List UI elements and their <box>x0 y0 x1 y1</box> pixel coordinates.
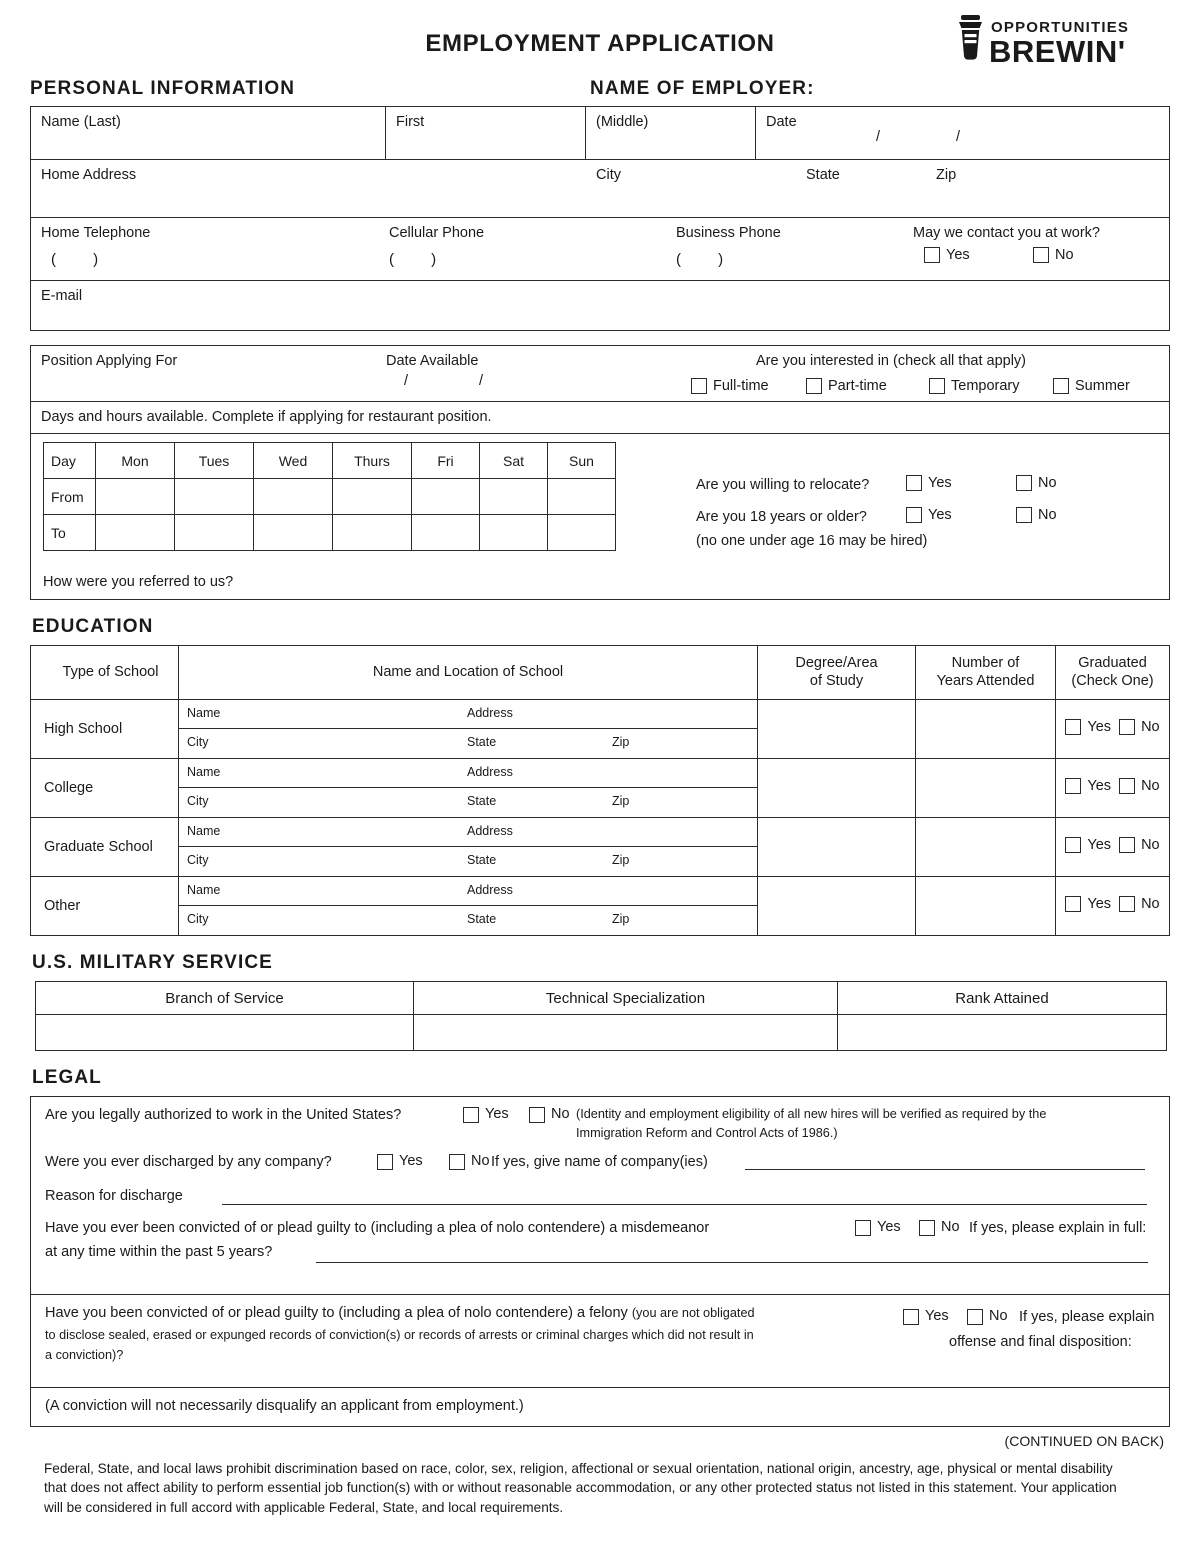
logo-line2-text: BREWIN' <box>989 34 1126 68</box>
education-namelocation-high-school[interactable] <box>179 700 758 759</box>
hs-name-address-line[interactable] <box>179 700 757 729</box>
other-grad-yes-option[interactable] <box>1065 896 1111 912</box>
college-zip-label: Zip <box>612 794 630 808</box>
legal-question-1-row <box>31 1097 1169 1149</box>
legal-q5-line1a: Have you been convicted of or plead guilty to (including a plea of nolo contendere) a felony <box>45 1305 632 1321</box>
date-slash-1: / <box>876 129 881 145</box>
label-email: E-mail <box>41 288 83 304</box>
age-no-checkbox[interactable] <box>1016 507 1032 523</box>
legal-q2-text: Were you ever discharged by any company? <box>45 1154 332 1170</box>
grid-cell-from-mon[interactable] <box>96 479 175 515</box>
available-slash-2: / <box>479 373 484 389</box>
temporary-label: Temporary <box>951 378 1020 394</box>
grad-name-address-line[interactable] <box>179 818 757 847</box>
education-namelocation-other[interactable] <box>179 877 758 936</box>
interest-option-summer[interactable] <box>1053 378 1130 394</box>
temporary-checkbox[interactable] <box>929 378 945 394</box>
q5-no-checkbox[interactable] <box>967 1309 983 1325</box>
summer-checkbox[interactable] <box>1053 378 1069 394</box>
grad-grad-yes-option[interactable] <box>1065 837 1111 853</box>
college-state-label: State <box>467 794 497 808</box>
legal-question-4-row <box>31 1217 1169 1295</box>
legal-q5-line2: to disclose sealed, erased or expunged records of conviction(s) or records of arrests or criminal charges which did not result in <box>45 1327 754 1342</box>
label-name-last: Name (Last) <box>41 114 121 130</box>
q1-no-checkbox[interactable] <box>529 1107 545 1123</box>
other-grad-no-option[interactable] <box>1119 896 1160 912</box>
personal-section-headers <box>30 78 1170 106</box>
legal-q5-tail-line1: If yes, please explain <box>1019 1309 1155 1325</box>
grad-grad-yes-checkbox[interactable] <box>1065 837 1081 853</box>
age-yes-option[interactable] <box>906 507 952 523</box>
q1-yes-checkbox[interactable] <box>463 1107 479 1123</box>
grad-state-label: State <box>467 853 497 867</box>
legal-conviction-note-row <box>31 1388 1169 1426</box>
legal-q1-note-line1: (Identity and employment eligibility of all new hires will be verified as required by the <box>576 1107 1047 1121</box>
personal-information-box <box>30 106 1170 331</box>
label-days-hours-note: Days and hours available. Complete if applying for restaurant position. <box>41 409 492 425</box>
opportunities-brewin-logo <box>955 12 1165 68</box>
section-title-legal: LEGAL <box>32 1067 102 1088</box>
college-city-state-zip-line[interactable] <box>179 788 757 817</box>
interest-option-full-time[interactable] <box>691 378 769 394</box>
date-slash-2: / <box>956 129 961 145</box>
education-graduated-graduate-school[interactable] <box>1056 818 1170 877</box>
q4-yes-option[interactable] <box>855 1218 901 1238</box>
legal-q3-text: Reason for discharge <box>45 1188 183 1204</box>
hs-zip-label: Zip <box>612 735 630 749</box>
relocate-yes-checkbox[interactable] <box>906 475 922 491</box>
grid-cell-to-mon[interactable] <box>96 515 175 551</box>
business-phone-parens: ( ) <box>676 251 725 268</box>
education-col-years-l2: Years Attended <box>936 672 1035 689</box>
grad-address-label: Address <box>467 824 513 838</box>
college-grad-yes-label: Yes <box>1087 778 1112 794</box>
education-header-row <box>31 646 1170 700</box>
education-degree-college[interactable] <box>758 759 916 818</box>
relocate-yes-label: Yes <box>928 475 952 491</box>
education-col-degree-l1: Degree/Area <box>795 655 878 672</box>
relocate-no-option[interactable] <box>1016 475 1057 491</box>
other-grad-yes-checkbox[interactable] <box>1065 896 1081 912</box>
continued-on-back: (CONTINUED ON BACK) <box>1004 1433 1164 1449</box>
education-namelocation-graduate-school[interactable] <box>179 818 758 877</box>
other-name-address-line[interactable] <box>179 877 757 906</box>
label-contact-at-work: May we contact you at work? <box>913 225 1100 241</box>
grid-row-label-to: To <box>44 515 96 551</box>
hs-grad-yes-option[interactable] <box>1065 719 1111 735</box>
full-time-checkbox[interactable] <box>691 378 707 394</box>
q5-no-label: No <box>989 1308 1008 1324</box>
label-city: City <box>596 167 621 183</box>
education-row-graduate-school <box>31 818 1170 877</box>
age-yes-checkbox[interactable] <box>906 507 922 523</box>
other-city-state-zip-line[interactable] <box>179 906 757 935</box>
q4-no-checkbox[interactable] <box>919 1220 935 1236</box>
interest-option-temporary[interactable] <box>929 378 1020 394</box>
grad-city-state-zip-line[interactable] <box>179 847 757 876</box>
interest-option-part-time[interactable] <box>806 378 887 394</box>
college-grad-yes-checkbox[interactable] <box>1065 778 1081 794</box>
available-slash-1: / <box>404 373 409 389</box>
q2-yes-option[interactable] <box>377 1152 423 1172</box>
education-row-other <box>31 877 1170 936</box>
legal-box <box>30 1096 1170 1427</box>
hs-grad-yes-label: Yes <box>1087 719 1112 735</box>
legal-question-5-row <box>31 1295 1169 1388</box>
grad-city-label: City <box>187 853 209 867</box>
label-age-question: Are you 18 years or older? <box>696 509 867 525</box>
legal-q5-line1b: (you are not obligated <box>631 1306 755 1320</box>
other-grad-no-checkbox[interactable] <box>1119 896 1135 912</box>
other-address-label: Address <box>467 883 513 897</box>
q5-yes-checkbox[interactable] <box>903 1309 919 1325</box>
grid-header-sat: Sat <box>480 443 548 479</box>
military-branch-input[interactable] <box>36 1015 414 1051</box>
label-relocate-question: Are you willing to relocate? <box>696 477 870 493</box>
grid-cell-from-wed[interactable] <box>254 479 333 515</box>
label-home-telephone: Home Telephone <box>41 225 151 241</box>
education-graduated-college[interactable] <box>1056 759 1170 818</box>
legal-q5-tail-line2: offense and final disposition: <box>949 1334 1132 1350</box>
grad-name-label: Name <box>187 824 221 838</box>
legal-q4-line2: at any time within the past 5 years? <box>45 1243 273 1260</box>
grid-header-day: Day <box>44 443 96 479</box>
grad-grad-no-checkbox[interactable] <box>1119 837 1135 853</box>
grid-cell-from-sun[interactable] <box>548 479 616 515</box>
legal-q1-note-line2: Immigration Reform and Control Acts of 1986.) <box>576 1126 838 1140</box>
label-business-phone: Business Phone <box>676 225 781 241</box>
other-grad-no-label: No <box>1141 896 1160 912</box>
label-middle-name: (Middle) <box>596 114 649 130</box>
page-title: EMPLOYMENT APPLICATION <box>425 30 775 57</box>
grid-cell-from-fri[interactable] <box>412 479 480 515</box>
grid-header-mon: Mon <box>96 443 175 479</box>
grad-zip-label: Zip <box>612 853 630 867</box>
legal-question-2-row <box>31 1149 1169 1185</box>
education-years-graduate-school[interactable] <box>916 818 1056 877</box>
relocate-no-checkbox[interactable] <box>1016 475 1032 491</box>
age-no-label: No <box>1038 507 1057 523</box>
grid-header-fri: Fri <box>412 443 480 479</box>
q4-no-option[interactable] <box>919 1218 960 1238</box>
military-col-branch: Branch of Service <box>36 982 414 1015</box>
grid-row-label-from: From <box>44 479 96 515</box>
education-col-type: Type of School <box>31 646 179 700</box>
other-grad-yes-label: Yes <box>1087 896 1112 912</box>
college-grad-no-checkbox[interactable] <box>1119 778 1135 794</box>
q2-yes-checkbox[interactable] <box>377 1154 393 1170</box>
education-type-high-school: High School <box>31 700 179 759</box>
section-title-military: U.S. MILITARY SERVICE <box>32 952 273 973</box>
q5-yes-option[interactable] <box>903 1307 949 1327</box>
grid-cell-to-sun[interactable] <box>548 515 616 551</box>
grad-grad-yes-label: Yes <box>1087 837 1112 853</box>
education-col-name-location: Name and Location of School <box>179 646 758 700</box>
college-city-label: City <box>187 794 209 808</box>
label-state: State <box>806 167 840 183</box>
grid-cell-to-wed[interactable] <box>254 515 333 551</box>
label-zip: Zip <box>936 167 957 183</box>
legal-q1-text: Are you legally authorized to work in the United States? <box>45 1107 402 1123</box>
education-degree-high-school[interactable] <box>758 700 916 759</box>
military-col-specialization: Technical Specialization <box>414 982 838 1015</box>
military-header-row <box>36 982 1167 1015</box>
section-title-education: EDUCATION <box>32 616 154 637</box>
q4-explain-input-line-2[interactable] <box>31 1279 1166 1291</box>
education-col-grad-l1: Graduated <box>1078 655 1147 672</box>
other-zip-label: Zip <box>612 912 630 926</box>
college-grad-no-label: No <box>1141 778 1160 794</box>
education-row-high-school <box>31 700 1170 759</box>
section-title-personal: PERSONAL INFORMATION <box>30 78 296 99</box>
q2-no-checkbox[interactable] <box>449 1154 465 1170</box>
q2-company-input-line[interactable] <box>745 1152 1145 1170</box>
grid-cell-from-tues[interactable] <box>175 479 254 515</box>
hs-address-label: Address <box>467 706 513 720</box>
age-yes-label: Yes <box>928 507 952 523</box>
education-col-degree-l2: of Study <box>809 672 864 689</box>
education-col-graduated <box>1056 646 1170 700</box>
label-age-note: (no one under age 16 may be hired) <box>696 533 928 549</box>
grid-cell-to-fri[interactable] <box>412 515 480 551</box>
q4-explain-input-line-1[interactable] <box>316 1245 1148 1263</box>
college-grad-no-option[interactable] <box>1119 778 1160 794</box>
grid-cell-to-thurs[interactable] <box>333 515 412 551</box>
college-grad-yes-option[interactable] <box>1065 778 1111 794</box>
legal-conviction-note: (A conviction will not necessarily disqualify an applicant from employment.) <box>45 1398 524 1414</box>
grid-header-wed: Wed <box>254 443 333 479</box>
q1-no-label: No <box>551 1106 570 1122</box>
logo-line1-text: OPPORTUNITIES <box>991 19 1130 36</box>
contact-work-no-option[interactable] <box>1033 247 1074 263</box>
home-phone-parens: ( ) <box>51 251 100 268</box>
q5-yes-label: Yes <box>925 1308 949 1324</box>
education-col-grad-l2: (Check One) <box>1071 672 1154 689</box>
legal-q5-line1 <box>45 1304 875 1324</box>
education-years-college[interactable] <box>916 759 1056 818</box>
q1-yes-label: Yes <box>485 1106 509 1122</box>
grid-cell-to-tues[interactable] <box>175 515 254 551</box>
part-time-label: Part-time <box>828 378 887 394</box>
other-city-label: City <box>187 912 209 926</box>
part-time-checkbox[interactable] <box>806 378 822 394</box>
education-row-college <box>31 759 1170 818</box>
education-namelocation-college[interactable] <box>179 759 758 818</box>
position-availability-box <box>30 345 1170 600</box>
military-col-rank: Rank Attained <box>838 982 1167 1015</box>
q2-no-label: No <box>471 1153 490 1169</box>
college-name-address-line[interactable] <box>179 759 757 788</box>
label-first-name: First <box>396 114 425 130</box>
military-input-row <box>36 1015 1167 1051</box>
cell-phone-parens: ( ) <box>389 251 438 268</box>
education-years-high-school[interactable] <box>916 700 1056 759</box>
education-graduated-high-school[interactable] <box>1056 700 1170 759</box>
education-col-years-l1: Number of <box>951 655 1020 672</box>
q5-no-option[interactable] <box>967 1307 1008 1327</box>
education-graduated-other[interactable] <box>1056 877 1170 936</box>
relocate-yes-option[interactable] <box>906 475 952 491</box>
college-address-label: Address <box>467 765 513 779</box>
other-name-label: Name <box>187 883 221 897</box>
availability-grid <box>43 442 616 551</box>
hs-state-label: State <box>467 735 497 749</box>
label-cellular-phone: Cellular Phone <box>389 225 485 241</box>
q2-no-option[interactable] <box>449 1152 490 1172</box>
grid-header-tues: Tues <box>175 443 254 479</box>
hs-grad-yes-checkbox[interactable] <box>1065 719 1081 735</box>
contact-work-yes-checkbox[interactable] <box>924 247 940 263</box>
label-date-available: Date Available <box>386 353 479 369</box>
label-referred-question: How were you referred to us? <box>43 574 234 590</box>
q4-yes-label: Yes <box>877 1219 901 1235</box>
hs-grad-no-label: No <box>1141 719 1160 735</box>
grad-grad-no-label: No <box>1141 837 1160 853</box>
legal-q4-tail: If yes, please explain in full: <box>969 1220 1147 1236</box>
q3-reason-input-line[interactable] <box>222 1186 1147 1205</box>
contact-work-yes-option[interactable] <box>924 247 970 263</box>
label-interested-in: Are you interested in (check all that apply) <box>756 353 1026 369</box>
label-date: Date <box>766 114 797 130</box>
education-col-years <box>916 646 1056 700</box>
summer-label: Summer <box>1075 378 1130 394</box>
contact-work-no-checkbox[interactable] <box>1033 247 1049 263</box>
education-table <box>30 645 1170 936</box>
legal-question-3-row <box>31 1185 1169 1217</box>
other-state-label: State <box>467 912 497 926</box>
section-title-employer: NAME OF EMPLOYER: <box>590 78 815 99</box>
relocate-no-label: No <box>1038 475 1057 491</box>
hs-city-state-zip-line[interactable] <box>179 729 757 758</box>
label-position-applying-for: Position Applying For <box>41 353 178 369</box>
label-home-address: Home Address <box>41 167 137 183</box>
military-specialization-input[interactable] <box>414 1015 838 1051</box>
grad-grad-no-option[interactable] <box>1119 837 1160 853</box>
legal-q4-line1: Have you ever been convicted of or plead guilty to (including a plea of nolo contendere) a misdemeanor <box>45 1220 710 1236</box>
college-name-label: Name <box>187 765 221 779</box>
q4-no-label: No <box>941 1219 960 1235</box>
education-degree-graduate-school[interactable] <box>758 818 916 877</box>
education-degree-other[interactable] <box>758 877 916 936</box>
q1-no-option[interactable] <box>529 1105 570 1125</box>
hs-name-label: Name <box>187 706 221 720</box>
education-type-college: College <box>31 759 179 818</box>
contact-work-no-label: No <box>1055 247 1074 263</box>
footer-disclaimer: Federal, State, and local laws prohibit discrimination based on race, color, sex, religion, affectional or sexual orientation, national origin, ancestry, age, physical or mental disability that does not affect ability to perform essential job function(s) with or without reasonable accommodation, or any other protected status not listed in this statement. Your application will be considered in full accord with applicable Federal, State, and local requirements. <box>44 1461 1117 1515</box>
education-type-graduate-school: Graduate School <box>31 818 179 877</box>
military-table <box>35 981 1167 1051</box>
grid-header-sun: Sun <box>548 443 616 479</box>
q4-yes-checkbox[interactable] <box>855 1220 871 1236</box>
grid-header-thurs: Thurs <box>333 443 412 479</box>
education-col-degree <box>758 646 916 700</box>
hs-grad-no-checkbox[interactable] <box>1119 719 1135 735</box>
education-type-other: Other <box>31 877 179 936</box>
contact-work-yes-label: Yes <box>946 247 970 263</box>
full-time-label: Full-time <box>713 378 769 394</box>
q2-yes-label: Yes <box>399 1153 423 1169</box>
legal-q2-tail: If yes, give name of company(ies) <box>491 1154 708 1170</box>
legal-q5-line3: a conviction)? <box>45 1347 124 1362</box>
hs-grad-no-option[interactable] <box>1119 719 1160 735</box>
education-years-other[interactable] <box>916 877 1056 936</box>
age-no-option[interactable] <box>1016 507 1057 523</box>
page-header <box>30 0 1170 78</box>
grid-cell-to-sat[interactable] <box>480 515 548 551</box>
military-rank-input[interactable] <box>838 1015 1167 1051</box>
q1-yes-option[interactable] <box>463 1105 509 1125</box>
grid-cell-from-thurs[interactable] <box>333 479 412 515</box>
grid-cell-from-sat[interactable] <box>480 479 548 515</box>
hs-city-label: City <box>187 735 209 749</box>
